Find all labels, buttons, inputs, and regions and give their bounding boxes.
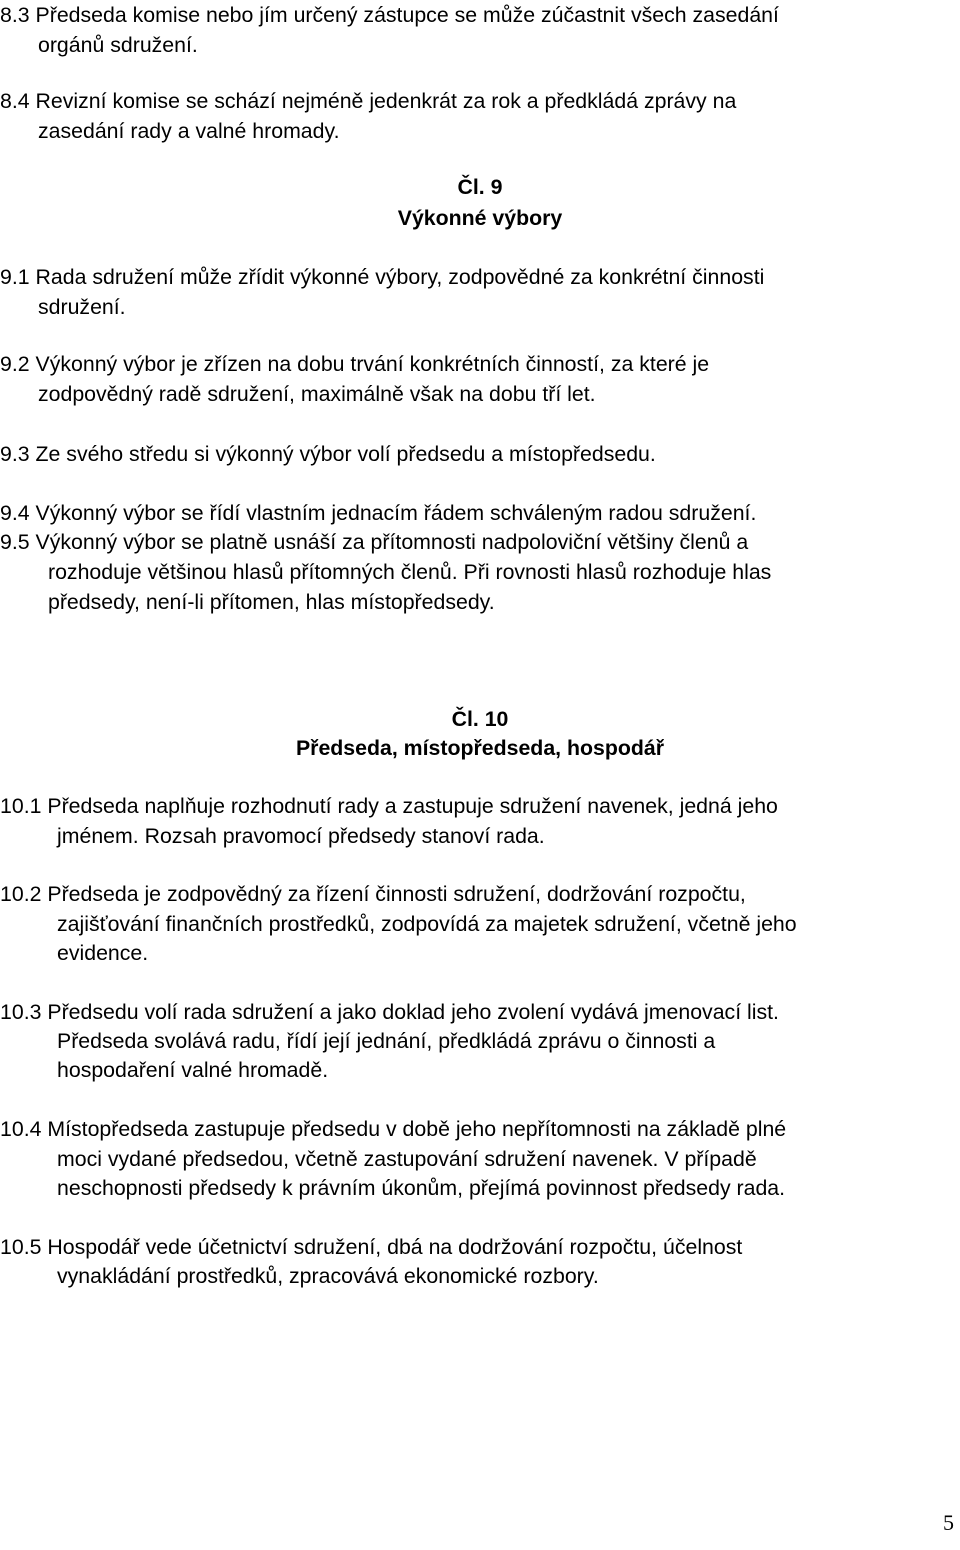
paragraph-10-4-line-2: moci vydané předsedou, včetně zastupování sdružení navenek. V případě [57, 1147, 757, 1171]
paragraph-9-2-line-2: zodpovědný radě sdružení, maximálně však na dobu tří let. [38, 382, 596, 406]
paragraph-9-1-line-2: sdružení. [38, 295, 126, 319]
paragraph-8-4-line-1: 8.4 Revizní komise se schází nejméně jedenkrát za rok a předkládá zprávy na [0, 89, 737, 113]
article-10-title: Předseda, místopředseda, hospodář [295, 736, 665, 760]
paragraph-10-4-line-3: neschopnosti předsedy k právním úkonům, přejímá povinnost předsedy rada. [57, 1176, 786, 1200]
paragraph-9-1-line-1: 9.1 Rada sdružení může zřídit výkonné výbory, zodpovědné za konkrétní činnosti [0, 265, 765, 289]
article-9-number: Čl. 9 [457, 175, 503, 199]
paragraph-10-2-line-3: evidence. [57, 941, 149, 965]
paragraph-10-4-line-1: 10.4 Místopředseda zastupuje předsedu v době jeho nepřítomnosti na základě plné [0, 1117, 787, 1141]
paragraph-10-1-line-2: jménem. Rozsah pravomocí předsedy stanoví rada. [57, 824, 545, 848]
article-9-title: Výkonné výbory [397, 206, 563, 230]
paragraph-8-3-line-1: 8.3 Předseda komise nebo jím určený zástupce se může zúčastnit všech zasedání [0, 3, 779, 27]
paragraph-10-3-line-3: hospodaření valné hromadě. [57, 1058, 329, 1082]
paragraph-10-3-line-1: 10.3 Předsedu volí rada sdružení a jako doklad jeho zvolení vydává jmenovací list. [0, 1000, 779, 1024]
paragraph-9-2-line-1: 9.2 Výkonný výbor je zřízen na dobu trvání konkrétních činností, za které je [0, 352, 710, 376]
paragraph-10-3-line-2: Předseda svolává radu, řídí její jednání, předkládá zprávu o činnosti a [57, 1029, 716, 1053]
page-number: 5 [943, 1510, 954, 1535]
paragraph-9-4-line-1: 9.4 Výkonný výbor se řídí vlastním jednacím řádem schváleným radou sdružení. [0, 501, 757, 525]
paragraph-8-3-line-2: orgánů sdružení. [38, 33, 198, 57]
paragraph-9-5-line-2: rozhoduje většinou hlasů přítomných členů. Při rovnosti hlasů rozhoduje hlas [48, 560, 772, 584]
paragraph-9-5-line-3: předsedy, není-li přítomen, hlas místopředsedy. [48, 590, 495, 614]
article-10-number: Čl. 10 [451, 707, 509, 731]
paragraph-10-1-line-1: 10.1 Předseda naplňuje rozhodnutí rady a zastupuje sdružení navenek, jedná jeho [0, 794, 778, 818]
paragraph-10-2-line-1: 10.2 Předseda je zodpovědný za řízení činnosti sdružení, dodržování rozpočtu, [0, 882, 746, 906]
paragraph-10-5-line-2: vynakládání prostředků, zpracovává ekonomické rozbory. [57, 1264, 599, 1288]
paragraph-10-5-line-1: 10.5 Hospodář vede účetnictví sdružení, dbá na dodržování rozpočtu, účelnost [0, 1235, 743, 1259]
paragraph-9-5-line-1: 9.5 Výkonný výbor se platně usnáší za přítomnosti nadpoloviční většiny členů a [0, 530, 749, 554]
paragraph-10-2-line-2: zajišťování finančních prostředků, zodpovídá za majetek sdružení, včetně jeho [57, 912, 797, 936]
paragraph-9-3-line-1: 9.3 Ze svého středu si výkonný výbor volí předsedu a místopředsedu. [0, 442, 656, 466]
paragraph-8-4-line-2: zasedání rady a valné hromady. [38, 119, 340, 143]
